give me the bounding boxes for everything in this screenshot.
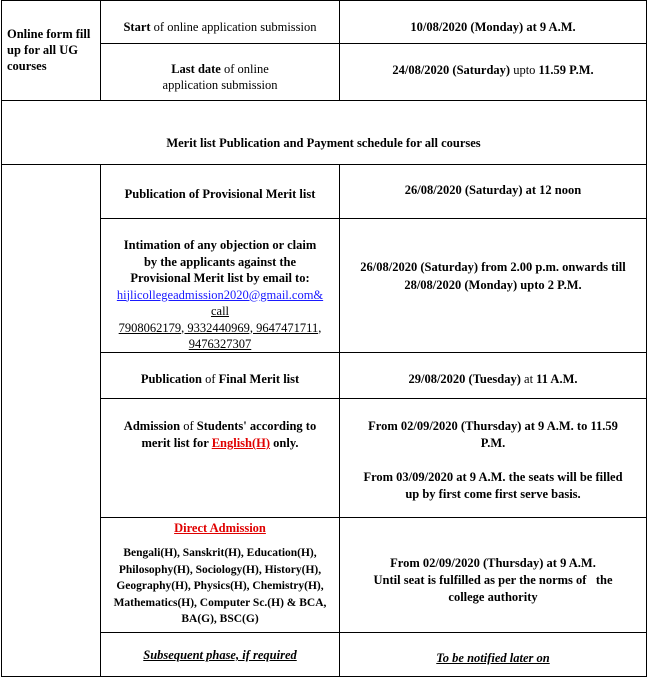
- row-divider: [100, 517, 647, 518]
- final-merit-label-cell: [101, 371, 339, 388]
- subsequent-value-cell: [340, 650, 646, 667]
- subsequent-value: To be notified later on: [436, 651, 550, 665]
- objection-date-line2: 28/08/2020 (Monday) upto 2 P.M.: [404, 277, 582, 292]
- admission-date-line2: P.M.: [480, 436, 506, 450]
- admission-bold: Admission: [123, 419, 181, 433]
- table-border-right: [646, 0, 647, 677]
- subject-line: Geography(H), Physics(H), Chemistry(H),: [116, 580, 324, 592]
- admission-date-line1: From 02/09/2020 (Thursday) at 9 A.M. to 11.59: [368, 419, 618, 433]
- last-date-label-line2: application submission: [162, 78, 278, 92]
- start-date-cell: [340, 19, 646, 36]
- row-divider: [100, 632, 647, 633]
- direct-date-line1: From 02/09/2020 (Thursday) at 9 A.M.: [390, 556, 596, 570]
- provisional-label-cell: [101, 186, 339, 203]
- final-merit-bold: Publication: [140, 372, 202, 386]
- row-divider: [100, 43, 647, 44]
- provisional-date-cell: [340, 182, 646, 199]
- final-merit-date-bold2: 11 A.M.: [536, 372, 578, 386]
- last-date-label-rest: of online: [220, 62, 269, 76]
- last-date-bold2: 11.59 P.M.: [538, 63, 594, 77]
- online-form-section-label: [1, 0, 100, 100]
- objection-phones-line2: 9476327307: [188, 337, 252, 351]
- row-divider: [100, 398, 647, 399]
- row-divider: [100, 218, 647, 219]
- admission-line2-b: only.: [270, 436, 299, 450]
- admission-english-label-cell: [101, 418, 339, 452]
- provisional-label: Publication of Provisional Merit list: [124, 187, 316, 201]
- start-label-rest: of online application submission: [150, 20, 317, 34]
- fcfs-line1: From 03/09/2020 at 9 A.M. the seats will be filled: [363, 470, 623, 484]
- admission-rest: of: [180, 419, 197, 433]
- row-divider: [1, 164, 647, 165]
- direct-date-line2: Until seat is fulfilled as per the norms of the: [373, 573, 613, 587]
- last-date-bold: 24/08/2020 (Saturday): [392, 63, 511, 77]
- col-divider: [339, 0, 340, 100]
- direct-admission-label-cell: [101, 520, 339, 628]
- subject-line: Bengali(H), Sanskrit(H), Education(H),: [123, 547, 317, 559]
- admission-bold2: Students' according to: [196, 419, 317, 433]
- start-date: 10/08/2020 (Monday) at 9 A.M.: [410, 20, 576, 34]
- final-merit-date-cell: [340, 371, 646, 388]
- direct-admission-title: Direct Admission: [174, 521, 266, 535]
- section-label-text: Online form fill up for all UG courses: [7, 27, 91, 73]
- objection-email-link[interactable]: hijlicollegeadmission2020@gmail.com&: [116, 287, 324, 302]
- row-divider: [1, 100, 647, 101]
- admission-english-date-cell: [340, 418, 646, 503]
- merit-header-cell: [1, 135, 646, 152]
- objection-line3: Provisional Merit list by email to:: [130, 271, 310, 285]
- direct-admission-subjects: [101, 545, 339, 628]
- last-date-label-bold: Last date: [171, 62, 221, 76]
- provisional-date: 26/08/2020 (Saturday) at 12 noon: [404, 183, 582, 197]
- fcfs-line2: up by first come first serve basis.: [405, 487, 581, 501]
- last-date-label-cell: [101, 61, 339, 93]
- objection-line1: Intimation of any objection or claim: [123, 238, 317, 252]
- final-merit-rest: of: [201, 372, 219, 386]
- table-border-left: [1, 0, 2, 677]
- objection-date-line1: 26/08/2020 (Saturday) from 2.00 p.m. onwards till: [360, 260, 626, 274]
- final-merit-date-bold: 29/08/2020 (Tuesday): [408, 372, 521, 386]
- subject-line: Philosophy(H), Sociology(H), History(H),: [118, 563, 322, 576]
- subsequent-label: Subsequent phase, if required: [143, 648, 297, 662]
- admission-english-subject: English(H): [211, 436, 271, 450]
- subsequent-label-cell: [101, 647, 339, 664]
- subject-line: BA(G), BSC(G): [181, 613, 259, 625]
- final-merit-date-rest: at: [520, 372, 537, 386]
- start-label-bold: Start: [123, 20, 151, 34]
- final-merit-bold2: Final Merit list: [218, 372, 300, 386]
- merit-header-title: Merit list Publication and Payment schedule for all courses: [166, 136, 481, 150]
- last-date-rest: upto: [510, 63, 539, 77]
- subject-line: Mathematics(H), Computer Sc.(H) & BCA,: [113, 596, 327, 609]
- objection-phones-line1: 7908062179, 9332440969, 9647471711,: [118, 320, 322, 335]
- objection-label-cell: [101, 237, 339, 353]
- direct-date-line3: college authority: [448, 590, 538, 604]
- objection-line2: by the applicants against the: [143, 254, 297, 269]
- admission-line2-a: merit list for: [141, 436, 212, 450]
- direct-admission-date-cell: [340, 555, 646, 606]
- last-date-cell: [340, 62, 646, 79]
- objection-date-cell: [340, 259, 646, 294]
- objection-call: call: [210, 304, 230, 318]
- start-label-cell: [101, 19, 339, 36]
